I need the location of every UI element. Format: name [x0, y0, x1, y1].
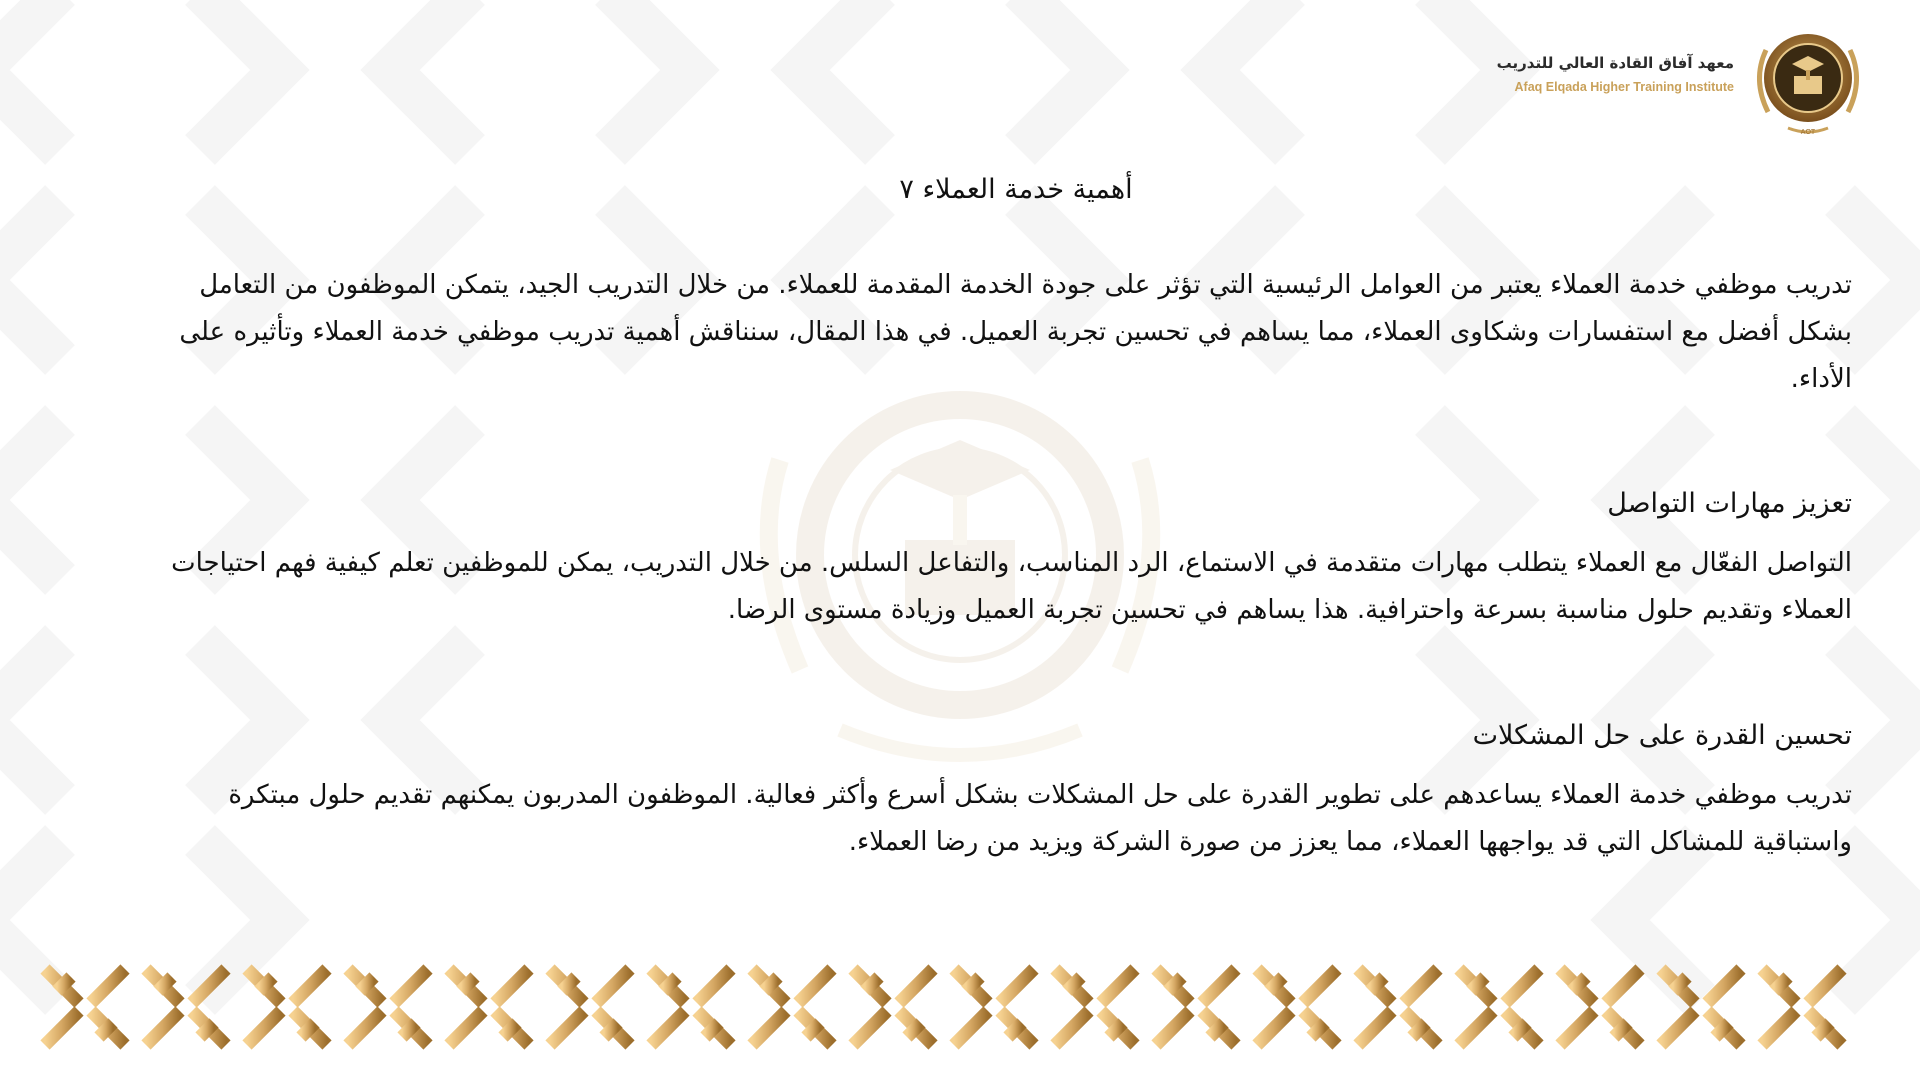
- decorative-bottom-border: [40, 955, 1880, 1060]
- institute-name-english: Afaq Elqada Higher Training Institute: [1514, 80, 1734, 94]
- border-motif: [348, 969, 428, 1045]
- border-motif: [954, 969, 1034, 1045]
- institute-name-arabic: معهد آفاق القادة العالي للتدريب: [1496, 54, 1734, 72]
- section-heading-communication: تعزيز مهارات التواصل: [1607, 488, 1852, 519]
- border-motif: [550, 969, 630, 1045]
- section-heading-problem-solving: تحسين القدرة على حل المشكلات: [1472, 720, 1852, 751]
- border-motif: [1661, 969, 1741, 1045]
- border-motif: [146, 969, 226, 1045]
- section-body-problem-solving: تدريب موظفي خدمة العملاء يساعدهم على تطوير القدرة على حل المشكلات بشكل أسرع وأكثر فعالية. الموظفون المدربون يمكنهم تقديم حلول مبتكرة واستباقية للمشاكل التي قد يواجهها العملاء، مما يعزز من صورة الشركة ويزيد من رضا العملاء.: [228, 780, 1852, 857]
- border-motif: [1459, 969, 1539, 1045]
- border-motif: [1055, 969, 1135, 1045]
- border-motif: [45, 969, 125, 1045]
- border-motif: [752, 969, 832, 1045]
- page-title: أهمية خدمة العملاء ٧: [899, 174, 1133, 205]
- border-motif: [1156, 969, 1236, 1045]
- institute-name-block: [1394, 54, 1734, 94]
- border-motif: [449, 969, 529, 1045]
- emblem-abbreviation: AOT: [1800, 129, 1816, 136]
- section-body-communication: التواصل الفعّال مع العملاء يتطلب مهارات متقدمة في الاستماع، الرد المناسب، والتفاعل السلس. من خلال التدريب، يمكن للموظفين تعلم كيفية فهم احتياجات العملاء وتقديم حلول مناسبة بسرعة واحترافية. هذا يساهم في تحسين تجربة العميل وزيادة مستوى الرضا.: [171, 548, 1852, 625]
- institute-logo: [1388, 20, 1868, 140]
- intro-paragraph: تدريب موظفي خدمة العملاء يعتبر من العوامل الرئيسية التي تؤثر على جودة الخدمة المقدمة للعملاء. من خلال التدريب الجيد، يتمكن الموظفون من التعامل بشكل أفضل مع استفسارات وشكاوى العملاء، مما يساهم في تحسين تجربة العميل. في هذا المقال، سنناقش أهمية تدريب موظفي خدمة العملاء وتأثيره على الأداء.: [179, 270, 1852, 394]
- border-motif: [853, 969, 933, 1045]
- institute-emblem-icon: [1748, 20, 1868, 140]
- border-motif: [1762, 969, 1842, 1045]
- border-motif: [1257, 969, 1337, 1045]
- border-motif: [1358, 969, 1438, 1045]
- border-motif: [1560, 969, 1640, 1045]
- border-motif: [651, 969, 731, 1045]
- border-motif: [247, 969, 327, 1045]
